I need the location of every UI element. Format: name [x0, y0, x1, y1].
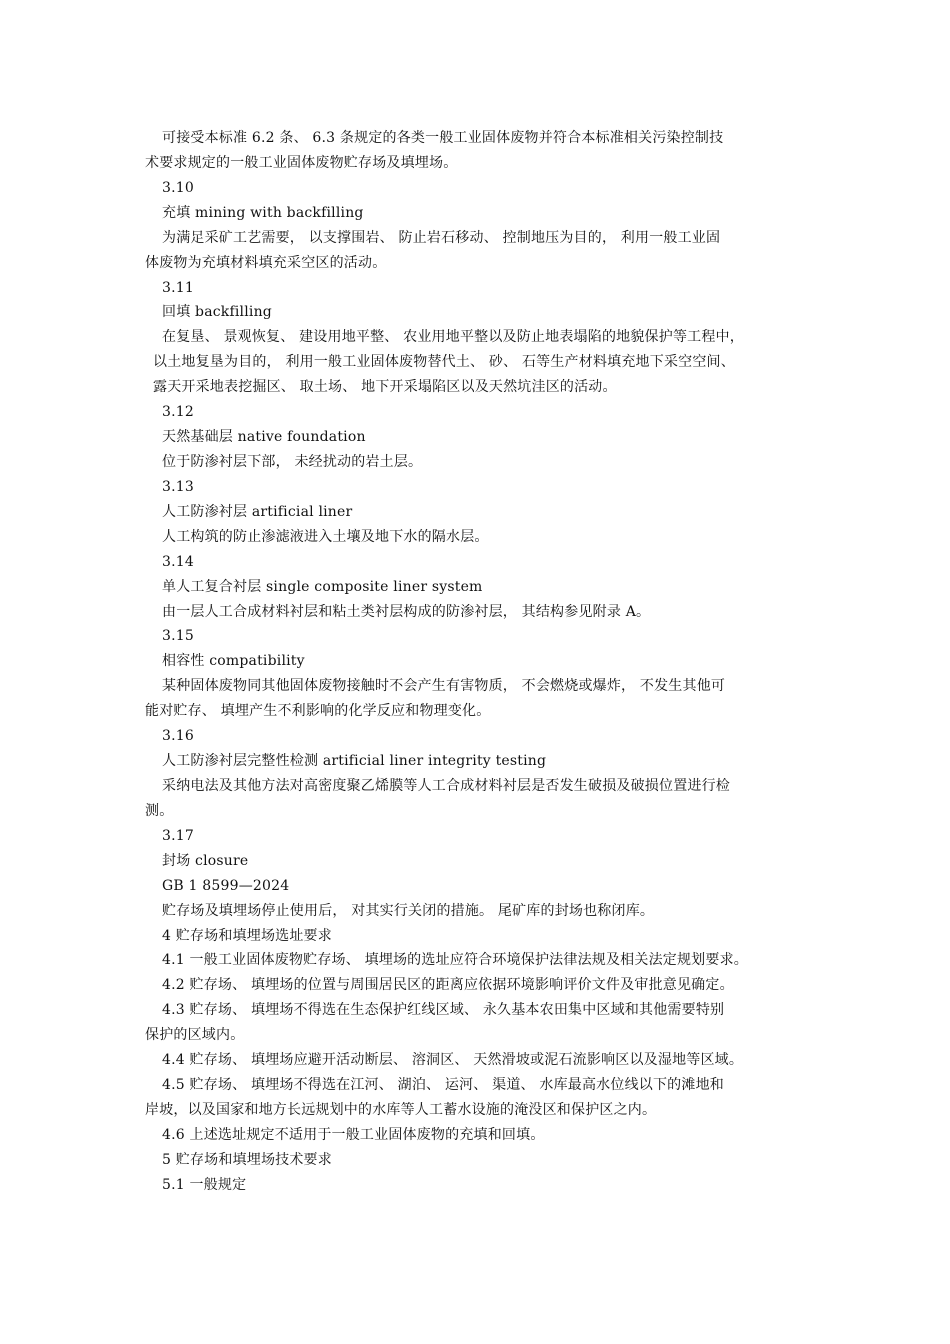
text-line: 为满足采矿工艺需要， 以支撑围岩、 防止岩石移动、 控制地压为目的， 利用一般工业固	[162, 230, 721, 246]
subsection-heading: 5.1 一般规定	[162, 1177, 247, 1193]
term-heading: 人工防渗衬层完整性检测 artificial liner integrity testing	[162, 753, 547, 769]
term-heading: 人工防渗衬层 artificial liner	[162, 504, 353, 520]
section-number: 3.13	[162, 479, 194, 495]
section-number: 3.11	[162, 280, 194, 296]
section-heading: 5 贮存场和填埋场技术要求	[162, 1152, 332, 1168]
text-line: 术要求规定的一般工业固体废物贮存场及填埋场。	[145, 155, 458, 171]
term-heading: 充填 mining with backfilling	[162, 205, 364, 221]
text-line: 贮存场及填埋场停止使用后， 对其实行关闭的措施。 尾矿库的封场也称闭库。	[162, 903, 655, 919]
text-line: 在复垦、 景观恢复、 建设用地平整、 农业用地平整以及防止地表塌陷的地貌保护等工程中，	[162, 329, 744, 345]
text-line: 露天开采地表挖掘区、 取土场、 地下开采塌陷区以及天然坑洼区的活动。	[153, 379, 617, 395]
text-line: 某种固体废物同其他固体废物接触时不会产生有害物质， 不会燃烧或爆炸， 不发生其他可	[162, 678, 726, 694]
text-line: 岸坡，以及国家和地方长远规划中的水库等人工蓄水设施的淹没区和保护区之内。	[145, 1102, 657, 1118]
text-line: 可接受本标准 6.2 条、 6.3 条规定的各类一般工业固体废物并符合本标准相关污染控制技	[162, 130, 724, 146]
text-line: 4.5 贮存场、 填埋场不得选在江河、 湖泊、 运河、 渠道、 水库最高水位线以下的滩地和	[162, 1077, 724, 1093]
term-heading: 回填 backfilling	[162, 304, 272, 320]
text-line: 4.6 上述选址规定不适用于一般工业固体废物的充填和回填。	[162, 1127, 545, 1143]
text-line: 4.3 贮存场、 填埋场不得选在生态保护红线区域、 永久基本农田集中区域和其他需要特别	[162, 1002, 725, 1018]
section-number: 3.14	[162, 554, 194, 570]
text-line: 能对贮存、 填埋产生不利影响的化学反应和物理变化。	[145, 703, 491, 719]
section-number: 3.12	[162, 404, 194, 420]
text-line: 测。	[145, 803, 174, 819]
text-line: 4.2 贮存场、 填埋场的位置与周围居民区的距离应依据环境影响评价文件及审批意见确定。	[162, 977, 734, 993]
text-line: 位于防渗衬层下部， 未经扰动的岩土层。	[162, 454, 423, 470]
term-heading: 相容性 compatibility	[162, 653, 305, 669]
text-line: 由一层人工合成材料衬层和粘土类衬层构成的防渗衬层， 其结构参见附录 A。	[162, 604, 651, 620]
text-line: 人工构筑的防止渗滤液进入土壤及地下水的隔水层。	[162, 529, 489, 545]
text-line: 采纳电法及其他方法对高密度聚乙烯膜等人工合成材料衬层是否发生破损及破损位置进行检	[162, 778, 730, 794]
section-number: 3.10	[162, 180, 194, 196]
standard-code: GB 1 8599—2024	[162, 878, 290, 894]
section-number: 3.16	[162, 728, 194, 744]
term-heading: 单人工复合衬层 single composite liner system	[162, 579, 483, 595]
text-line: 4.1 一般工业固体废物贮存场、 填埋场的选址应符合环境保护法律法规及相关法定规划要求。	[162, 952, 748, 968]
section-heading: 4 贮存场和填埋场选址要求	[162, 928, 332, 944]
text-line: 4.4 贮存场、 填埋场应避开活动断层、 溶洞区、 天然滑坡或泥石流影响区以及湿地等区域。	[162, 1052, 744, 1068]
text-line: 以土地复垦为目的， 利用一般工业固体废物替代土、 砂、 石等生产材料填充地下采空空间、	[153, 354, 735, 370]
term-heading: 天然基础层 native foundation	[162, 429, 366, 445]
section-number: 3.17	[162, 828, 194, 844]
text-line: 保护的区域内。	[145, 1027, 245, 1043]
section-number: 3.15	[162, 628, 194, 644]
text-line: 体废物为充填材料填充采空区的活动。	[145, 255, 387, 271]
term-heading: 封场 closure	[162, 853, 249, 869]
